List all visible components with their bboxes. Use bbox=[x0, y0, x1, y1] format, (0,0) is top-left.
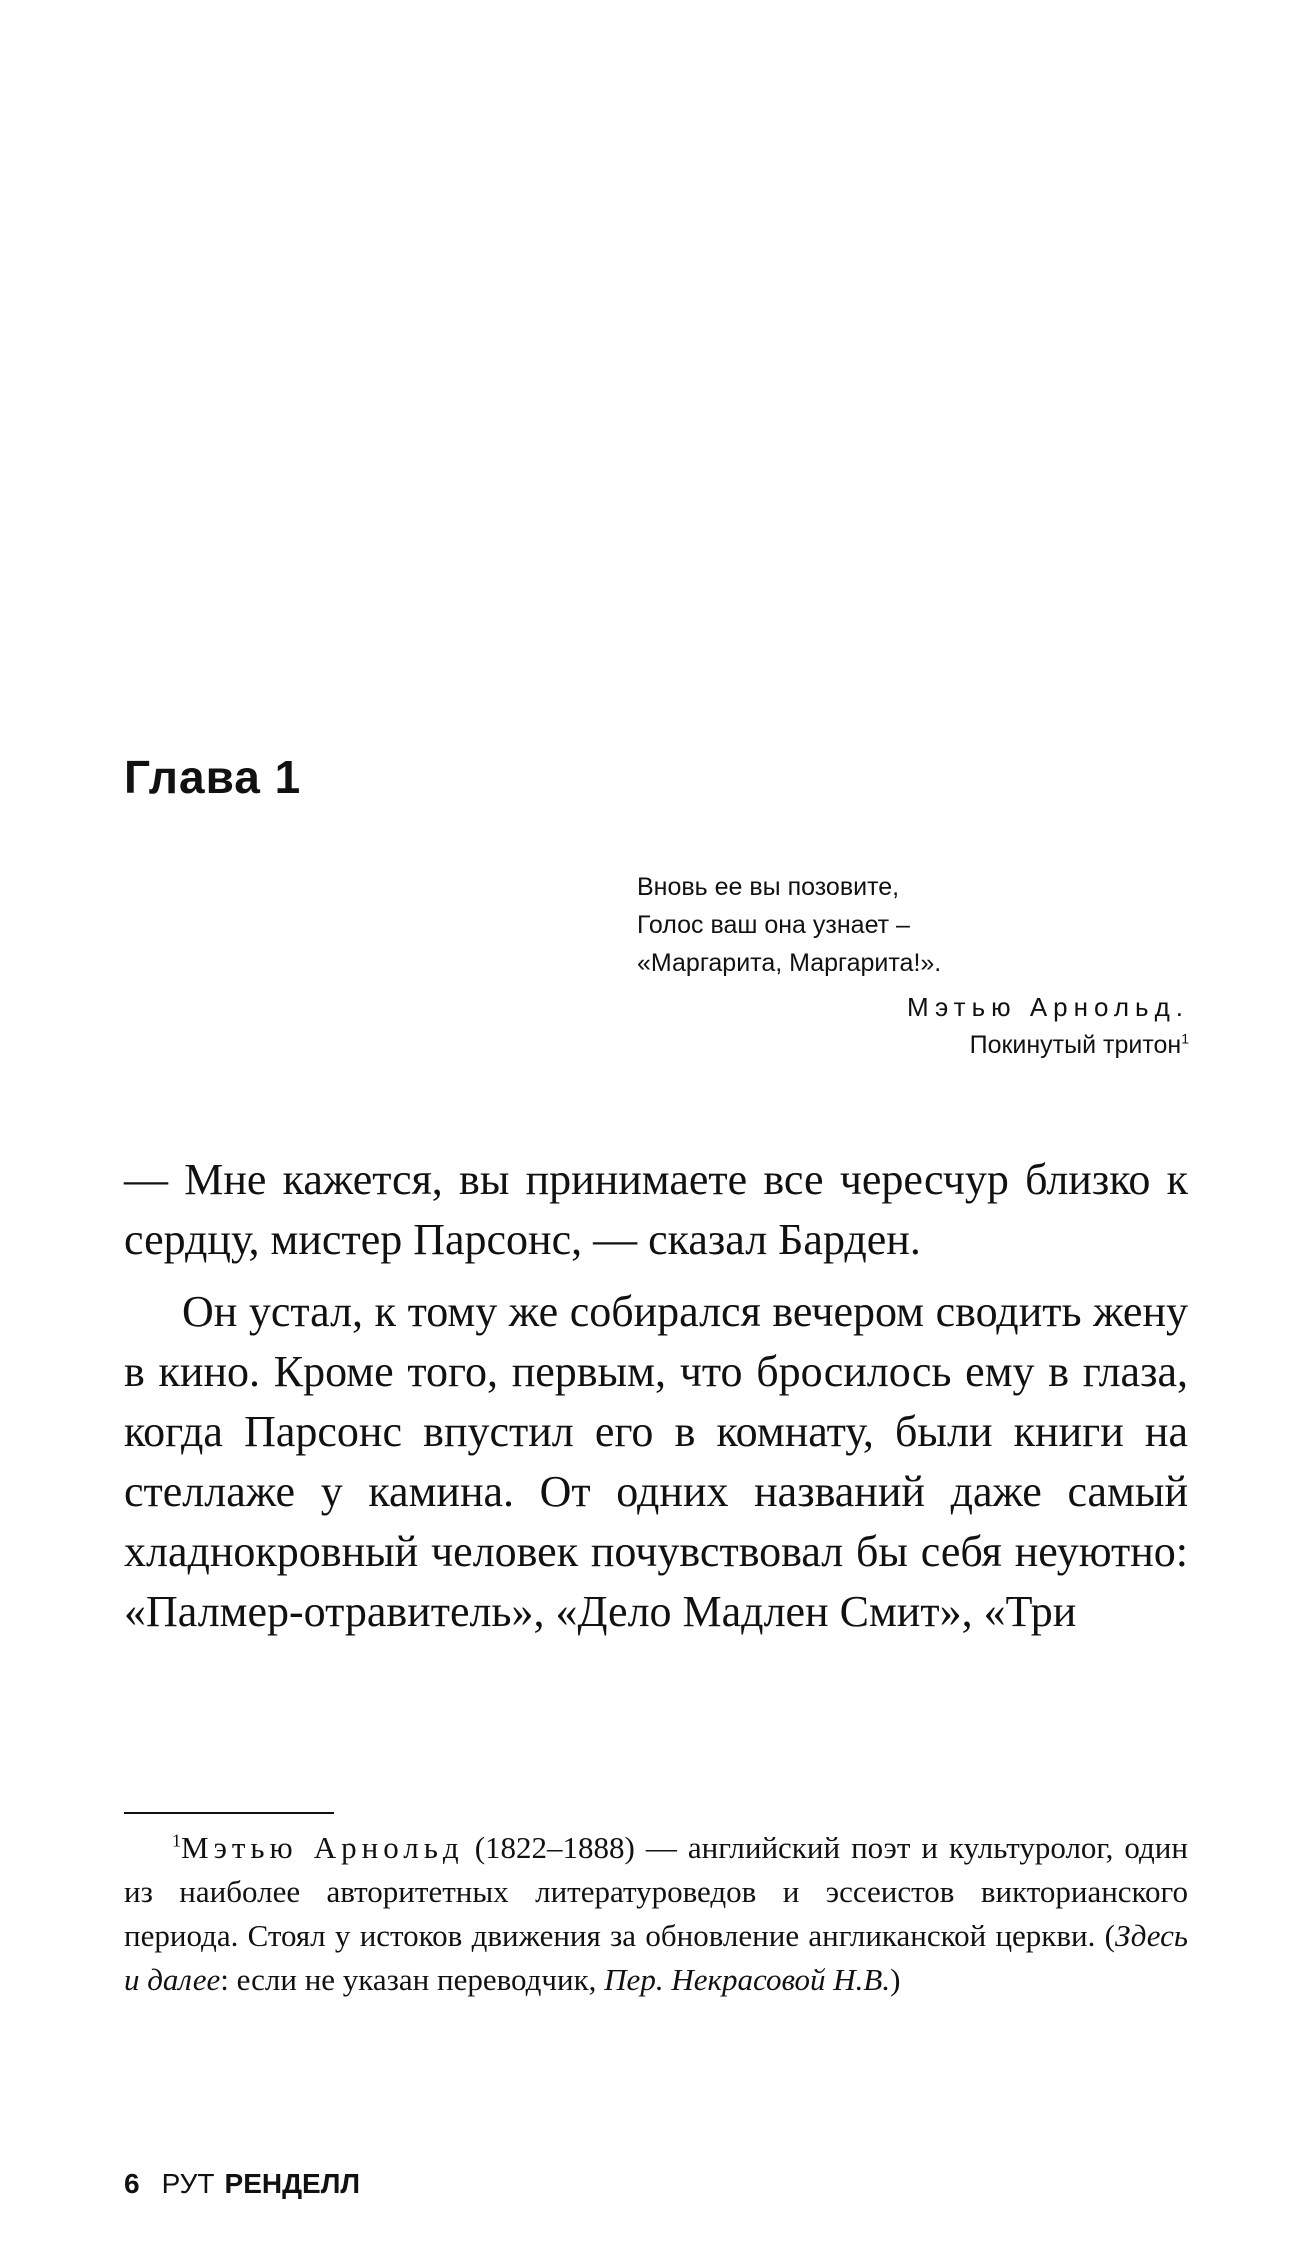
footnote-number: 1 bbox=[172, 1830, 181, 1851]
footnote-author: Мэтью Арнольд bbox=[181, 1830, 464, 1865]
epigraph-work-title: Покинутый тритон bbox=[969, 1031, 1182, 1059]
epigraph-work bbox=[629, 1026, 1189, 1064]
chapter-title: Глава 1 bbox=[124, 751, 302, 803]
footer-author-last: РЕНДЕЛЛ bbox=[224, 2168, 361, 2199]
footnote-main-text: (1822–1888) — английский поэт и культуролог, один из наиболее авторитетных литературоведов и эссеистов викторианского периода. Стоял у истоков движения за обновление англиканской церкви. ( bbox=[124, 1830, 1188, 1953]
body-paragraph: Он устал, к тому же собирался вечером сводить жену в кино. Кроме того, первым, что бросилось ему в глаза, когда Парсонс впустил его в комнату, были книги на стеллаже у камина. От одних названий даже самый хладнокровный человек почувствовал бы себя неуютно: «Палмер-отравитель», «Дело Мадлен Смит», «Три bbox=[124, 1287, 1188, 1636]
epigraph-line: Голос ваш она узнает – bbox=[637, 911, 910, 939]
epigraph bbox=[629, 868, 1189, 1064]
footnote-reference: 1 bbox=[1181, 1030, 1189, 1047]
footnote-translator: Пер. Некрасовой Н.В. bbox=[604, 1962, 891, 1997]
epigraph-line: Вновь ее вы позовите, bbox=[637, 873, 900, 901]
page-number: 6 bbox=[124, 2168, 140, 2199]
footnote-text bbox=[124, 1826, 1188, 2002]
footer-author-first: РУТ bbox=[161, 2168, 215, 2199]
running-footer bbox=[124, 2168, 360, 2200]
body-text bbox=[124, 1150, 1188, 1654]
footnote-divider bbox=[124, 1812, 334, 1814]
footnote bbox=[124, 1826, 1188, 2002]
epigraph-line: «Маргарита, Маргарита!». bbox=[637, 949, 942, 977]
footnote-end-text: ) bbox=[890, 1962, 901, 1997]
footnote-italic: Здесь и далее bbox=[124, 1918, 1188, 1997]
footnote-mid-text: : если не указан переводчик, bbox=[220, 1962, 605, 1997]
epigraph-author: Мэтью Арнольд. bbox=[907, 992, 1189, 1022]
body-paragraph: — Мне кажется, вы принимаете все чересчур близко к сердцу, мистер Парсонс, — сказал Барден. bbox=[124, 1155, 1188, 1264]
